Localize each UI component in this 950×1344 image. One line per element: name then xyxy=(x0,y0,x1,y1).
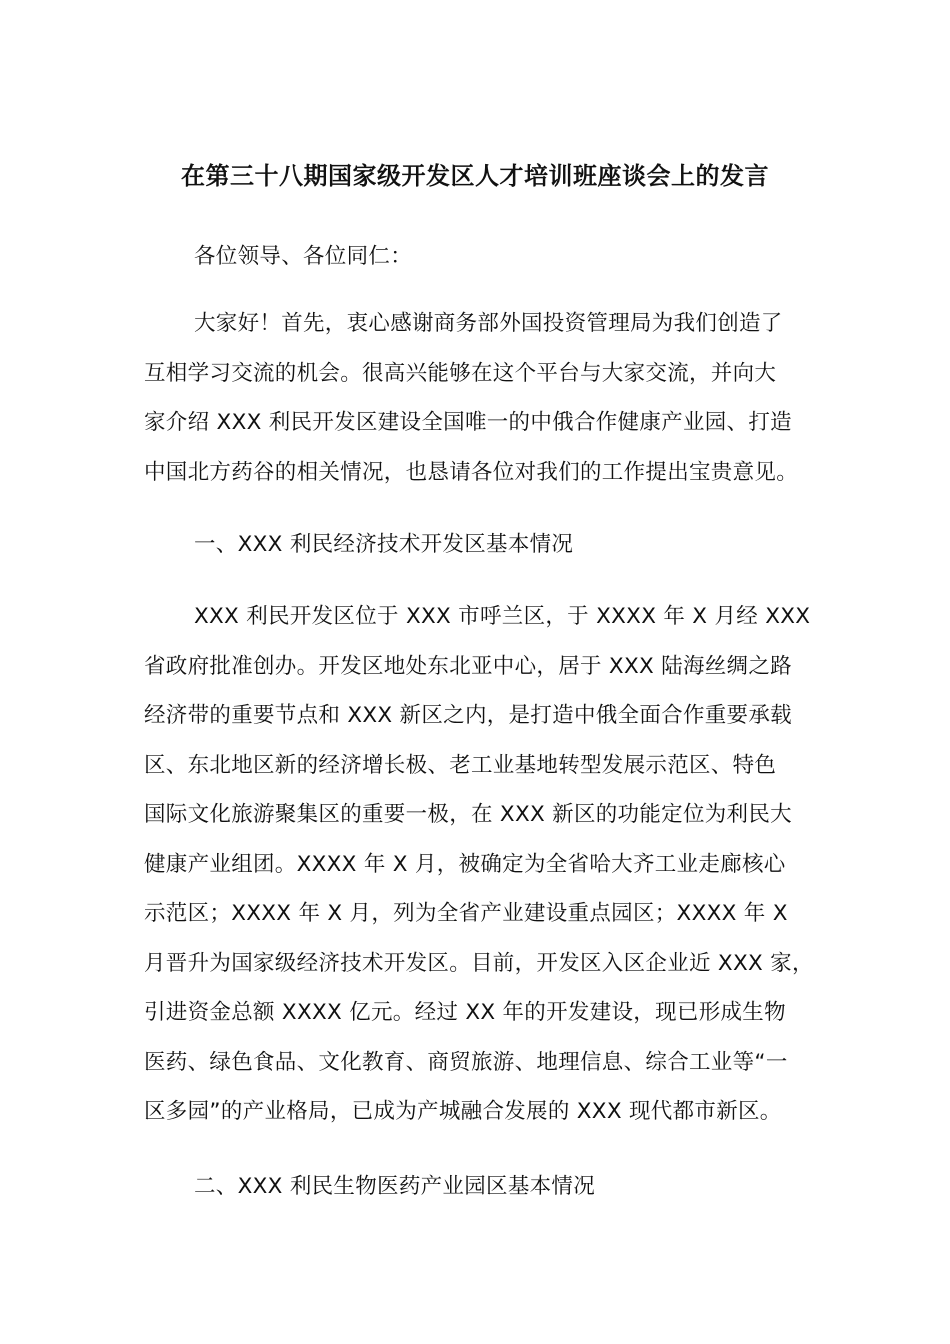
paragraph-line: 月晋升为国家级经济技术开发区。目前，开发区入区企业近 XXX 家， xyxy=(144,950,814,976)
section-heading-line: 一、XXX 利民经济技术开发区基本情况 xyxy=(194,532,574,557)
paragraph-line: 健康产业组团。XXXX 年 X 月，被确定为全省哈大齐工业走廊核心 xyxy=(144,851,786,877)
paragraph-greeting xyxy=(144,299,824,497)
paragraph-line: 经济带的重要节点和 XXX 新区之内，是打造中俄全面合作重要承载 xyxy=(144,703,792,728)
paragraph-line: 区多园”的产业格局，已成为产城融合发展的 XXX 现代都市新区。 xyxy=(144,1099,782,1124)
paragraph-line: 医药、绿色食品、文化教育、商贸旅游、地理信息、综合工业等“一 xyxy=(144,1049,788,1075)
section-heading-1 xyxy=(144,520,824,570)
paragraph-line: 大家好！首先，衷心感谢商务部外国投资管理局为我们创造了 xyxy=(194,311,783,336)
paragraph-line: XXX 利民开发区位于 XXX 市呼兰区，于 XXXX 年 X 月经 XXX xyxy=(194,604,811,629)
section-heading-line: 二、XXX 利民生物医药产业园区基本情况 xyxy=(194,1174,596,1199)
paragraph-line: 互相学习交流的机会。很高兴能够在这个平台与大家交流，并向大 xyxy=(144,360,777,386)
paragraph-line: 示范区；XXXX 年 X 月，列为全省产业建设重点园区；XXXX 年 X xyxy=(144,901,788,926)
paragraph-line: 区、东北地区新的经济增长极、老工业基地转型发展示范区、特色 xyxy=(144,752,777,778)
paragraph-zone-overview xyxy=(144,592,824,1137)
salutation-line: 各位领导、各位同仁： xyxy=(194,244,413,269)
salutation xyxy=(144,232,824,282)
paragraph-line: 省政府批准创办。开发区地处东北亚中心，居于 XXX 陆海丝绸之路 xyxy=(144,653,792,679)
paragraph-line: 引进资金总额 XXXX 亿元。经过 XX 年的开发建设，现已形成生物 xyxy=(144,1000,786,1025)
section-heading-2 xyxy=(144,1162,824,1212)
paragraph-line: 家介绍 XXX 利民开发区建设全国唯一的中俄合作健康产业园、打造 xyxy=(144,410,792,435)
paragraph-line: 中国北方药谷的相关情况，也恳请各位对我们的工作提出宝贵意见。 xyxy=(144,459,799,485)
document-title: 在第三十八期国家级开发区人才培训班座谈会上的发言 xyxy=(181,162,769,190)
paragraph-line: 国际文化旅游聚集区的重要一极，在 XXX 新区的功能定位为利民大 xyxy=(144,802,792,827)
